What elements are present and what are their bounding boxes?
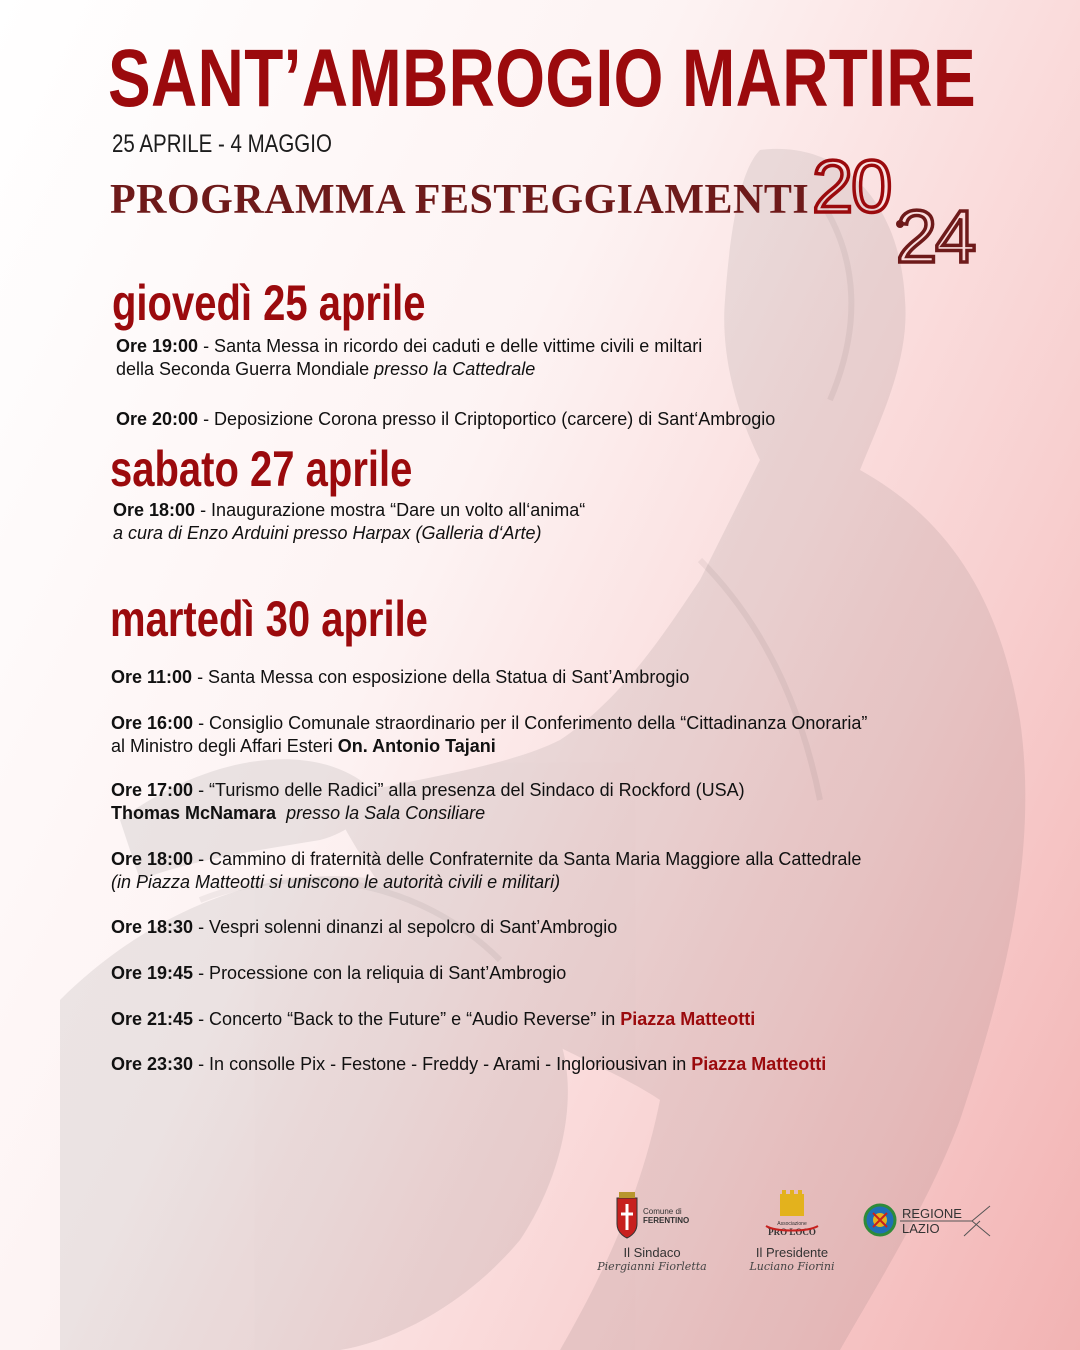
- event-item: [111, 712, 867, 758]
- event-time: Ore 18:00: [111, 849, 194, 869]
- comune-small-text: Comune di: [643, 1207, 682, 1216]
- event-time: Ore 17:00: [111, 780, 194, 800]
- event-guest: On. Antonio Tajani: [337, 736, 496, 756]
- event-place: presso la Sala Consiliare: [286, 803, 486, 823]
- event-item: [111, 779, 745, 825]
- event-item: [111, 666, 689, 689]
- event-time: Ore 19:00: [116, 336, 199, 356]
- event-place: presso la Cattedrale: [374, 359, 536, 379]
- event-text: - Processione con la reliquia di Sant’Ambrogio: [193, 963, 567, 983]
- event-text: - Deposizione Corona presso il Criptoportico (carcere) di Sant‘Ambrogio: [198, 409, 776, 429]
- event-item: [111, 916, 617, 939]
- day-title-30-aprile: martedì 30 aprile: [110, 591, 428, 647]
- event-item: [111, 848, 861, 894]
- day-title-25-aprile: giovedì 25 aprile: [112, 275, 426, 331]
- event-item: [111, 1008, 755, 1031]
- event-item: [113, 499, 585, 545]
- event-time: Ore 16:00: [111, 713, 194, 733]
- event-time: Ore 20:00: [116, 409, 199, 429]
- event-item: [116, 408, 775, 431]
- year-bottom: 24: [896, 195, 975, 270]
- event-text: - Vespri solenni dinanzi al sepolcro di Sant’Ambrogio: [193, 917, 618, 937]
- event-text: - Consiglio Comunale straordinario per il Conferimento della “Cittadinanza Onoraria”: [193, 713, 868, 733]
- event-line2: (in Piazza Matteotti si uniscono le autorità civili e militari): [111, 872, 561, 892]
- programma-heading: PROGRAMMA FESTEGGIAMENTI: [110, 177, 810, 223]
- event-place: Piazza Matteotti: [620, 1009, 756, 1029]
- event-dates: 25 APRILE - 4 MAGGIO: [112, 130, 332, 158]
- proloco-name-text: PRO LOCO: [768, 1227, 816, 1237]
- event-time: Ore 23:30: [111, 1054, 194, 1074]
- event-time: Ore 21:45: [111, 1009, 194, 1029]
- year-top: 20: [812, 150, 891, 228]
- regione-text-2: LAZIO: [901, 1221, 940, 1236]
- proloco-logo: [752, 1190, 832, 1242]
- event-text: - “Turismo delle Radici” alla presenza del Sindaco di Rockford (USA): [193, 780, 745, 800]
- event-item: [111, 1053, 826, 1076]
- event-item: [111, 962, 566, 985]
- event-title: SANT’AMBROGIO MARTIRE: [108, 33, 977, 124]
- event-time: Ore 19:45: [111, 963, 194, 983]
- sindaco-signature: Piergianni Fiorletta: [597, 1260, 707, 1273]
- regione-lazio-logo: [862, 1200, 994, 1240]
- comune-block: [592, 1190, 712, 1273]
- presidente-signature: Luciano Fiorini: [749, 1260, 835, 1273]
- event-text: - In consolle Pix - Festone - Freddy - Arami - Ingloriousivan in: [193, 1054, 692, 1074]
- event-time: Ore 11:00: [111, 667, 193, 687]
- event-time: Ore 18:00: [113, 500, 196, 520]
- sindaco-role: Il Sindaco: [623, 1245, 681, 1260]
- event-item: [116, 335, 702, 381]
- comune-name-text: FERENTINO: [643, 1216, 690, 1225]
- event-time: Ore 18:30: [111, 917, 194, 937]
- event-line2: della Seconda Guerra Mondiale: [116, 359, 375, 379]
- proloco-small-text: Associazione: [777, 1221, 807, 1227]
- event-text: - Concerto “Back to the Future” e “Audio Reverse” in: [193, 1009, 621, 1029]
- event-text: - Cammino di fraternità delle Confraternite da Santa Maria Maggiore alla Cattedrale: [193, 849, 862, 869]
- event-text: - Santa Messa con esposizione della Statua di Sant’Ambrogio: [192, 667, 690, 687]
- presidente-role: Il Presidente: [755, 1245, 829, 1260]
- comune-ferentino-logo: [597, 1190, 707, 1242]
- day-title-27-aprile: sabato 27 aprile: [110, 441, 413, 497]
- regione-text-1: REGIONE: [901, 1206, 962, 1221]
- event-line2: a cura di Enzo Arduini presso Harpax (Galleria d‘Arte): [113, 523, 542, 543]
- event-line2: al Ministro degli Affari Esteri: [111, 736, 338, 756]
- event-text: - Santa Messa in ricordo dei caduti e delle vittime civili e miltari: [198, 336, 703, 356]
- proloco-block: [742, 1190, 842, 1273]
- event-place: Piazza Matteotti: [691, 1054, 827, 1074]
- regione-block: [860, 1200, 995, 1243]
- year-logo: [812, 150, 1002, 270]
- event-text: - Inaugurazione mostra “Dare un volto all‘anima“: [195, 500, 586, 520]
- event-guest: Thomas McNamara: [111, 803, 277, 823]
